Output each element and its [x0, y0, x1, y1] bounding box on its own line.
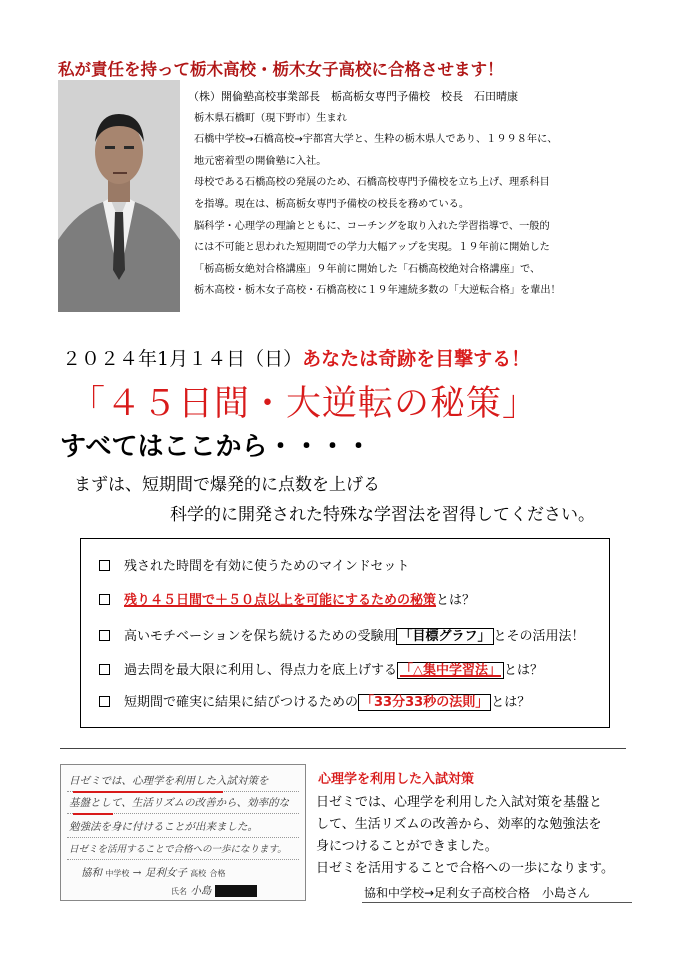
- portrait-illustration: [58, 80, 180, 312]
- checklist-box: [80, 538, 610, 728]
- event-date-line: [62, 344, 530, 371]
- checklist-text: とその活用法！: [493, 629, 585, 644]
- testimonial-line: 日ゼミを活用することで合格への一歩になります。: [316, 861, 614, 876]
- bio-line: には不可能と思われた短期間での学力大幅アップを実現。１９年前に開始した: [194, 242, 550, 254]
- handwritten-line: 日ゼミでは、心理学を利用した入試対策を: [69, 775, 269, 787]
- hand-name-line: [171, 883, 257, 898]
- red-underline: [73, 791, 223, 793]
- hand-school: 協和: [81, 867, 102, 879]
- bio-line: （株）開倫塾高校事業部長 栃高栃女専門予備校 校長 石田晴康: [188, 90, 518, 103]
- hand-name: 小島: [190, 885, 212, 897]
- checklist-emphasis: 「33分33秒の法則」: [358, 694, 491, 711]
- checklist-text: 高いモチベーションを保ち続けるための受験用: [124, 629, 397, 644]
- handwritten-testimonial-image: [60, 764, 306, 901]
- portrait-photo-icon: [58, 80, 180, 312]
- handwritten-line: 日ゼミを活用することで合格への一歩になります。: [69, 844, 287, 855]
- headline: 私が責任を持って栃木高校・栃木女子高校に合格させます！: [58, 60, 504, 79]
- event-subtitle: すべてはここから・・・・: [60, 432, 372, 462]
- checkbox-icon: [99, 696, 110, 707]
- checkbox-icon: [99, 560, 110, 571]
- bio-line: を指導。現在は、栃高栃女専門予備校の校長を務めている。: [194, 198, 470, 210]
- hand-school-suffix: 中学校: [105, 869, 130, 878]
- event-tagline: あなたは奇跡を目撃する！: [302, 348, 531, 370]
- testimonial-line: 身につけることができました。: [316, 839, 498, 854]
- redaction-block: [215, 885, 257, 897]
- ruled-line: [67, 837, 299, 838]
- checklist-text: 残された時間を有効に使うためのマインドセット: [124, 559, 410, 574]
- event-date: ２０２４年1月１４日（日）: [62, 348, 303, 370]
- checklist-text: とは？: [491, 695, 531, 710]
- hand-name-label: 氏名: [171, 887, 187, 896]
- checklist-text: とは？: [504, 663, 544, 678]
- signature-underline: [362, 902, 632, 903]
- checklist-emphasis: 「△集中学習法」: [397, 662, 504, 679]
- hand-school-line: 協和 中学校 → 足利女子 高校 合格: [81, 867, 226, 879]
- checkbox-icon: [99, 664, 110, 675]
- red-underline: [73, 813, 113, 815]
- checklist-item: [99, 691, 530, 710]
- checklist-item: [99, 589, 475, 608]
- hand-high: 足利女子: [144, 867, 187, 879]
- checklist-item: [99, 625, 585, 644]
- testimonial-body: [316, 792, 636, 880]
- section-divider: [60, 748, 626, 749]
- bio-line: 石橋中学校→石橋高校→宇都宮大学と、生粋の栃木県人であり、１９９８年に、: [194, 134, 558, 146]
- testimonial-signature: 協和中学校→足利女子高校合格 小島さん: [364, 886, 591, 900]
- checklist-emphasis: 「目標グラフ」: [396, 628, 493, 645]
- handwritten-line: 勉強法を身に付けることが出来ました。: [69, 821, 258, 833]
- bio-line: 脳科学・心理学の理論とともに、コーチングを取り入れた学習指導で、一般的: [194, 220, 550, 232]
- bio-line: 母校である石橋高校の発展のため、石橋高校専門予備校を立ち上げ、理系科目: [194, 177, 550, 189]
- bio-line: 栃木高校・栃木女子高校・石橋高校に１９年連続多数の「大逆転合格」を輩出！: [194, 285, 561, 297]
- checklist-text: とは？: [436, 593, 476, 608]
- bio-line: 「栃高栃女絶対合格講座」９年前に開始した「石橋高校絶対合格講座」で、: [194, 263, 541, 275]
- lead-line-2: 科学的に開発された特殊な学習法を習得してください。: [170, 505, 595, 525]
- testimonial-line: 日ゼミでは、心理学を利用した入試対策を基盤と: [316, 795, 603, 810]
- bio-line: 栃木県石橋町（現下野市）生まれ: [194, 112, 347, 124]
- bio-line: 地元密着型の開倫塾に入社。: [194, 155, 327, 167]
- hand-pass: 合格: [209, 869, 226, 878]
- handwritten-line: 基盤として、生活リズムの改善から、効率的な: [69, 797, 290, 809]
- profile-bio: [188, 86, 638, 302]
- checkbox-icon: [99, 630, 110, 641]
- checklist-text: 過去問を最大限に利用し、得点力を底上げする: [124, 663, 398, 678]
- checkbox-icon: [99, 594, 110, 605]
- checklist-text: 短期間で確実に結果に結びつけるための: [124, 695, 359, 710]
- checklist-emphasis: 残り４５日間で＋５０点以上を可能にするための秘策: [124, 593, 437, 608]
- hand-high-suffix: 高校: [190, 869, 207, 878]
- event-title: 「４５日間・大逆転の秘策」: [70, 384, 539, 424]
- lead-line-1: まずは、短期間で爆発的に点数を上げる: [74, 475, 380, 495]
- testimonial-title: 心理学を利用した入試対策: [318, 772, 475, 787]
- ruled-line: [67, 859, 299, 860]
- checklist-item: [99, 555, 409, 574]
- checklist-item: [99, 659, 543, 678]
- testimonial-line: して、生活リズムの改善から、効率的な勉強法を: [316, 817, 602, 832]
